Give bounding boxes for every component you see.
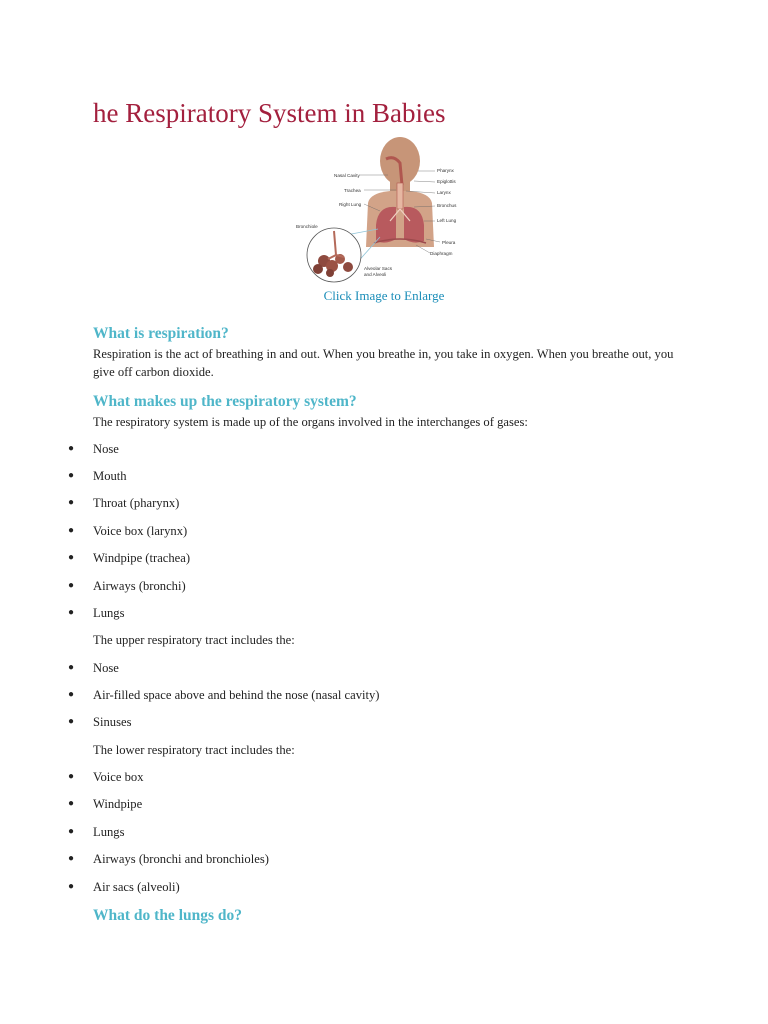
diagram-label-epiglottis: Epiglottis	[437, 179, 456, 184]
list-item-text: Airways (bronchi)	[93, 579, 186, 593]
list-item	[0, 577, 700, 595]
bullet-icon: ●	[68, 607, 75, 618]
bullet-icon: ●	[68, 853, 75, 864]
list-item-text: Nose	[93, 661, 119, 675]
respiratory-diagram-illustration	[290, 135, 480, 285]
bullet-icon: ●	[68, 552, 75, 563]
bullet-icon: ●	[68, 662, 75, 673]
list-item	[0, 549, 700, 567]
bullet-icon: ●	[68, 881, 75, 892]
list-item-text: Sinuses	[93, 715, 132, 729]
list-item	[0, 494, 700, 512]
heading-what-do-lungs-do: What do the lungs do?	[93, 907, 243, 924]
bullet-icon: ●	[68, 689, 75, 700]
list-item-text: Windpipe (trachea)	[93, 551, 191, 565]
bullet-icon: ●	[68, 470, 75, 481]
bullet-icon: ●	[68, 771, 75, 782]
list-item	[0, 850, 700, 868]
list-item-text: Voice box	[93, 770, 144, 784]
diagram-label-bronchiole: Bronchiole	[296, 224, 318, 229]
list-item	[0, 659, 700, 677]
diagram-label-larynx: Larynx	[437, 190, 451, 195]
list-item	[0, 522, 700, 540]
respiratory-diagram-image[interactable]	[290, 135, 480, 285]
list-item-text: Air-filled space above and behind the nose (nasal cavity)	[93, 688, 380, 702]
list-item	[0, 604, 700, 622]
bullet-icon: ●	[68, 716, 75, 727]
bullet-icon: ●	[68, 580, 75, 591]
list-item-text: Mouth	[93, 469, 127, 483]
enlarge-image-link[interactable]: Click Image to Enlarge	[323, 288, 445, 303]
list-item-text: Lungs	[93, 825, 125, 839]
diagram-label-trachea: Trachea	[344, 188, 361, 193]
bullet-icon: ●	[68, 443, 75, 454]
list-item	[0, 467, 700, 485]
diagram-label-bronchus: Bronchus	[437, 203, 457, 208]
list-item	[0, 768, 700, 786]
diagram-label-right-lung: Right Lung	[339, 202, 362, 207]
upper-tract-intro: The upper respiratory tract includes the:	[93, 633, 295, 647]
heading-what-is-respiration: What is respiration?	[93, 325, 229, 342]
list-item	[0, 440, 700, 458]
list-item	[0, 795, 700, 813]
list-item	[0, 878, 700, 896]
bullet-icon: ●	[68, 497, 75, 508]
list-item	[0, 686, 700, 704]
heading-respiratory-system-makeup: What makes up the respiratory system?	[93, 393, 357, 410]
list-item-text: Air sacs (alveoli)	[93, 880, 180, 894]
list-item	[0, 823, 700, 841]
diagram-label-pleura: Pleura	[442, 240, 456, 245]
diagram-label-pharynx: Pharynx	[437, 168, 454, 173]
makeup-intro-paragraph: The respiratory system is made up of the organs involved in the interchanges of gases:	[93, 415, 528, 429]
bullet-icon: ●	[68, 826, 75, 837]
lower-tract-intro: The lower respiratory tract includes the:	[93, 743, 295, 757]
list-item-text: Voice box (larynx)	[93, 524, 188, 538]
list-item-text: Windpipe	[93, 797, 143, 811]
respiration-paragraph: Respiration is the act of breathing in and out. When you breathe in, you take in oxygen. When you breathe out, you give off carbon dioxide.	[93, 347, 674, 379]
diagram-trachea	[397, 183, 403, 209]
list-item-text: Throat (pharynx)	[93, 496, 180, 510]
page-title: he Respiratory System in Babies	[93, 98, 446, 128]
diagram-label-diaphragm: Diaphragm	[430, 251, 453, 256]
diagram-label-left-lung: Left Lung	[437, 218, 457, 223]
diagram-label-nasal-cavity: Nasal Cavity	[334, 173, 360, 178]
bullet-icon: ●	[68, 525, 75, 536]
list-item	[0, 713, 700, 731]
bullet-icon: ●	[68, 798, 75, 809]
diagram-label-alveoli: and Alveoli	[364, 272, 387, 277]
list-item-text: Nose	[93, 442, 119, 456]
list-item-text: Lungs	[93, 606, 125, 620]
list-item-text: Airways (bronchi and bronchioles)	[93, 852, 269, 866]
diagram-label-alveolar-sacs: Alveolar Sacs	[364, 266, 393, 271]
